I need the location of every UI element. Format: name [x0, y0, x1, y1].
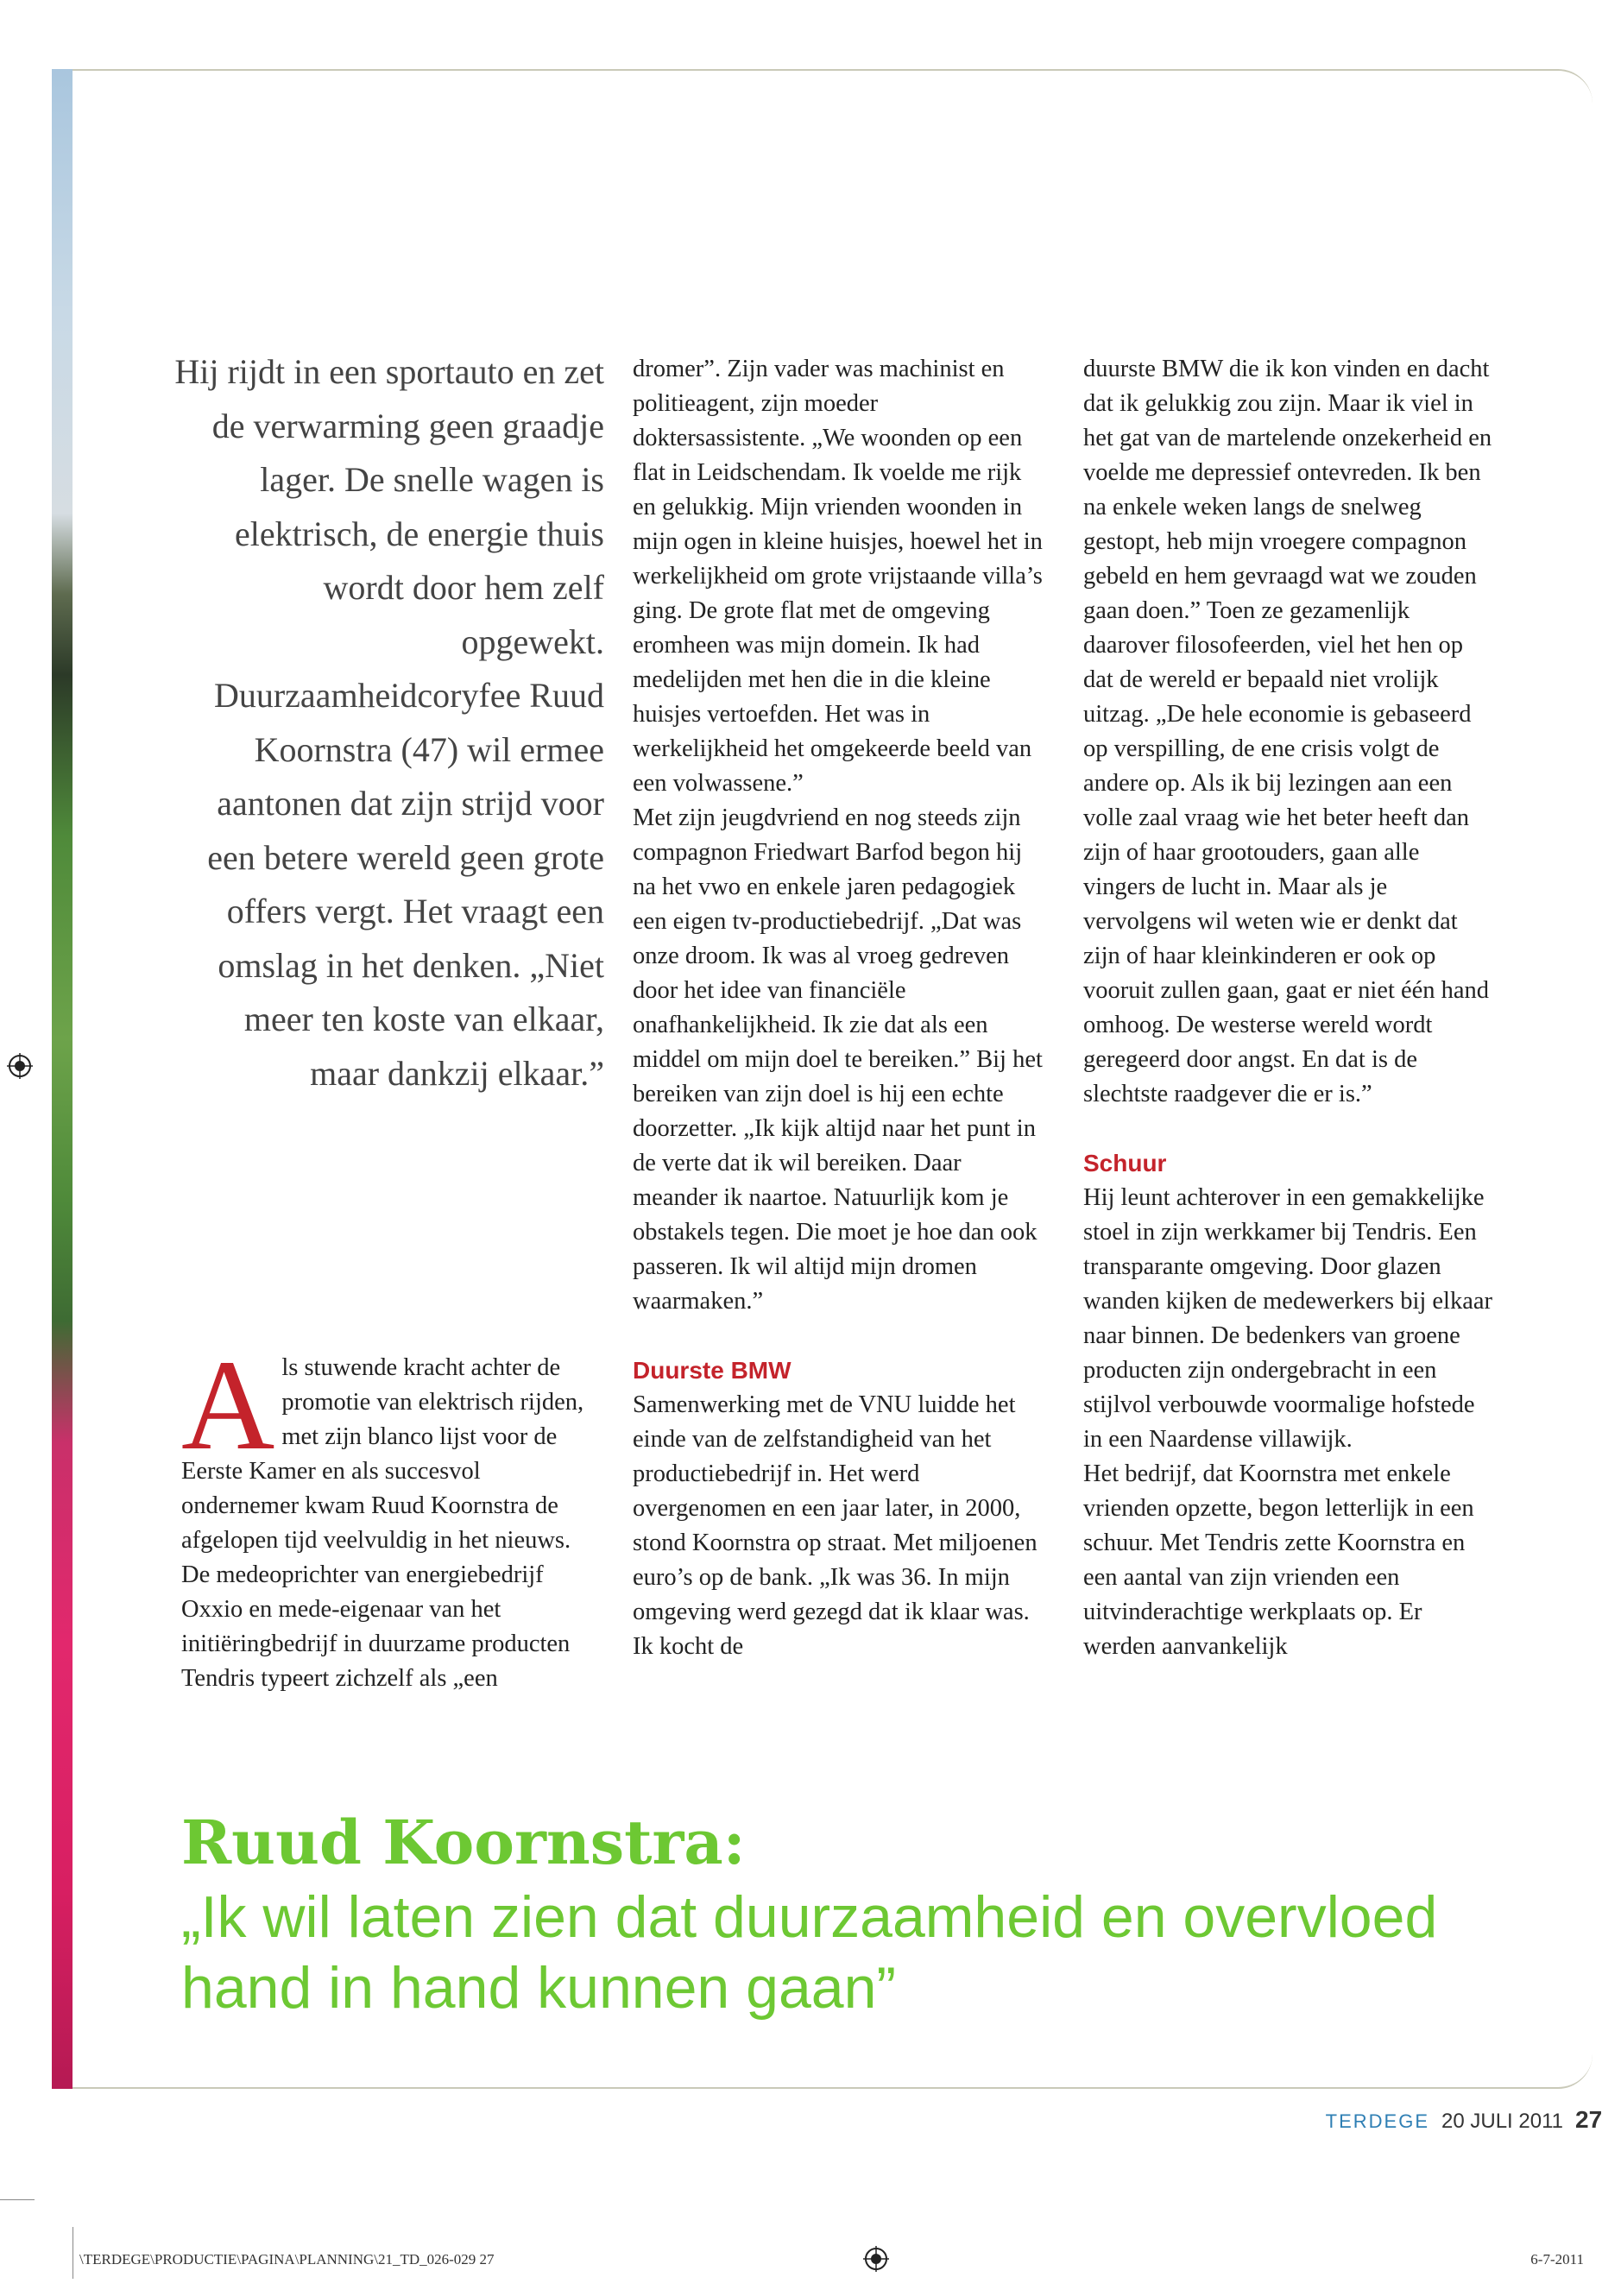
body-column-3	[1083, 352, 1498, 1664]
registration-mark-left-icon	[7, 1053, 33, 1079]
slug-path: \TERDEGE\PRODUCTIE\PAGINA\PLANNING\21_TD_026-029 27	[79, 2251, 495, 2268]
body-column-2	[633, 352, 1047, 1664]
subheading: Schuur	[1083, 1150, 1167, 1176]
body-paragraph: Met zijn jeugdvriend en nog steeds zijn compagnon Friedwart Barfod begon hij na het vwo en enkele jaren pedagogiek een eigen tv-productiebedrijf. „Dat was onze droom. Ik was al vroeg gedreven door het idee van financiële onafhankelijkheid. Ik zie dat als een middel om mijn doel te bereiken.” Bij het bereiken van zijn doel is hij een echte doorzetter. „Ik kijk altijd naar het punt in de verte dat ik wil bereiken. Daar meander ik naartoe. Natuurlijk kom je obstakels tegen. Die moet je hoe dan ook passeren. Ik wil altijd mijn dromen waarmaken.”	[633, 804, 1043, 1315]
body-paragraph: De medeoprichter van energiebedrijf Oxxio en mede-eigenaar van het initiëringbedrijf in duurzame producten Tendris typeert zichzelf als „een	[181, 1561, 571, 1692]
registration-mark-bottom-icon	[863, 2246, 889, 2272]
lead-paragraph: Hij rijdt in een sportauto en zet de verwarming geen graadje lager. De snelle wagen is elektrisch, de energie thuis wordt door hem zelf opgewekt. Duurzaamheidcoryfee Ruud Koornstra (47) wil ermee aantonen dat zijn strijd voor een betere wereld geen grote offers vergt. Het vraagt een omslag in het denken. „Niet meer ten koste van elkaar, maar dankzij elkaar.”	[174, 352, 604, 1093]
trim-line	[0, 2199, 35, 2200]
slug-date: 6-7-2011	[1530, 2251, 1584, 2268]
body-paragraph: Samenwerking met de VNU luidde het einde van de zelfstandigheid van het productiebedrijf in. Het werd overgenomen en een jaar later, in 2000, stond Koornstra op straat. Met miljoenen euro’s op de bank. „Ik was 36. In mijn omgeving werd gezegd dat ik klaar was. Ik kocht de	[633, 1391, 1038, 1660]
body-paragraph: ls stuwende kracht achter de promotie van elektrisch rijden, met zijn blanco lijst voor de Eerste Kamer en als succesvol ondernemer kwam Ruud Koornstra de afgelopen tijd veelvuldig in het nieuws.	[181, 1354, 584, 1554]
headline-quote: „Ik wil laten zien dat duurzaamheid en overvloed hand in hand kunnen gaan”	[181, 1884, 1438, 2021]
body-paragraph: Hij leunt achterover in een gemakkelijke stoel in zijn werkkamer bij Tendris. Een transparante omgeving. Door glazen wanden kijken de medewerkers bij elkaar naar binnen. De bedenkers van groene producten zijn ondergebracht in een stijlvol verbouwde voormalige hofstede in een Naardense villawijk.	[1083, 1184, 1493, 1453]
headline-name: Ruud Koornstra:	[181, 1807, 746, 1878]
page-number: 27	[1575, 2106, 1602, 2133]
issue-date: 20 JULI 2011	[1441, 2110, 1563, 2133]
body-paragraph: duurste BMW die ik kon vinden en dacht dat ik gelukkig zou zijn. Maar ik viel in het gat van de martelende onzekerheid en voelde me depressief ontevreden. Ik ben na enkele weken langs de snelweg gestopt, heb mijn vroegere compagnon gebeld en hem gevraagd wat we zouden gaan doen.” Toen ze gezamenlijk daarover filosofeerden, viel het hen op dat de wereld er bepaald niet vrolijk uitzag. „De hele economie is gebaseerd op verspilling, de ene crisis volgt de andere op. Als ik bij lezingen aan een volle zaal vraag wie het beter heeft dan zijn of haar grootouders, gaan alle vingers de lucht in. Maar als je vervolgens wil weten wie er denkt dat zijn of haar kleinkinderen er ook op vooruit zullen gaan, gaat er niet één hand omhoog. De westerse wereld wordt geregeerd door angst. En dat is de slechtste raadgever die er is.”	[1083, 356, 1492, 1107]
photo-strip	[52, 69, 73, 2089]
page-footer	[1325, 2106, 1602, 2141]
body-paragraph: Het bedrijf, dat Koornstra met enkele vrienden opzette, begon letterlijk in een schuur. Met Tendris zette Koornstra en een aantal van zijn vrienden een uitvinderachtige werkplaats op. Er werden aanvankelijk	[1083, 1460, 1474, 1660]
magazine-name: TERDEGE	[1325, 2110, 1429, 2132]
body-paragraph: dromer”. Zijn vader was machinist en politieagent, zijn moeder doktersassistente. „We woonden op een flat in Leidschendam. Ik voelde me rijk en gelukkig. Mijn vrienden woonden in mijn ogen in kleine huisjes, hoewel het in werkelijkheid om grote vrijstaande villa’s ging. De grote flat met de omgeving eromheen was mijn domein. Ik had medelijden met hen die in die kleine huisjes vertoefden. Het was in werkelijkheid het omgekeerde beeld van een volwassene.”	[633, 356, 1043, 797]
subheading: Duurste BMW	[633, 1357, 792, 1384]
dropcap: A	[181, 1334, 275, 1477]
body-column-1	[181, 1334, 596, 1696]
